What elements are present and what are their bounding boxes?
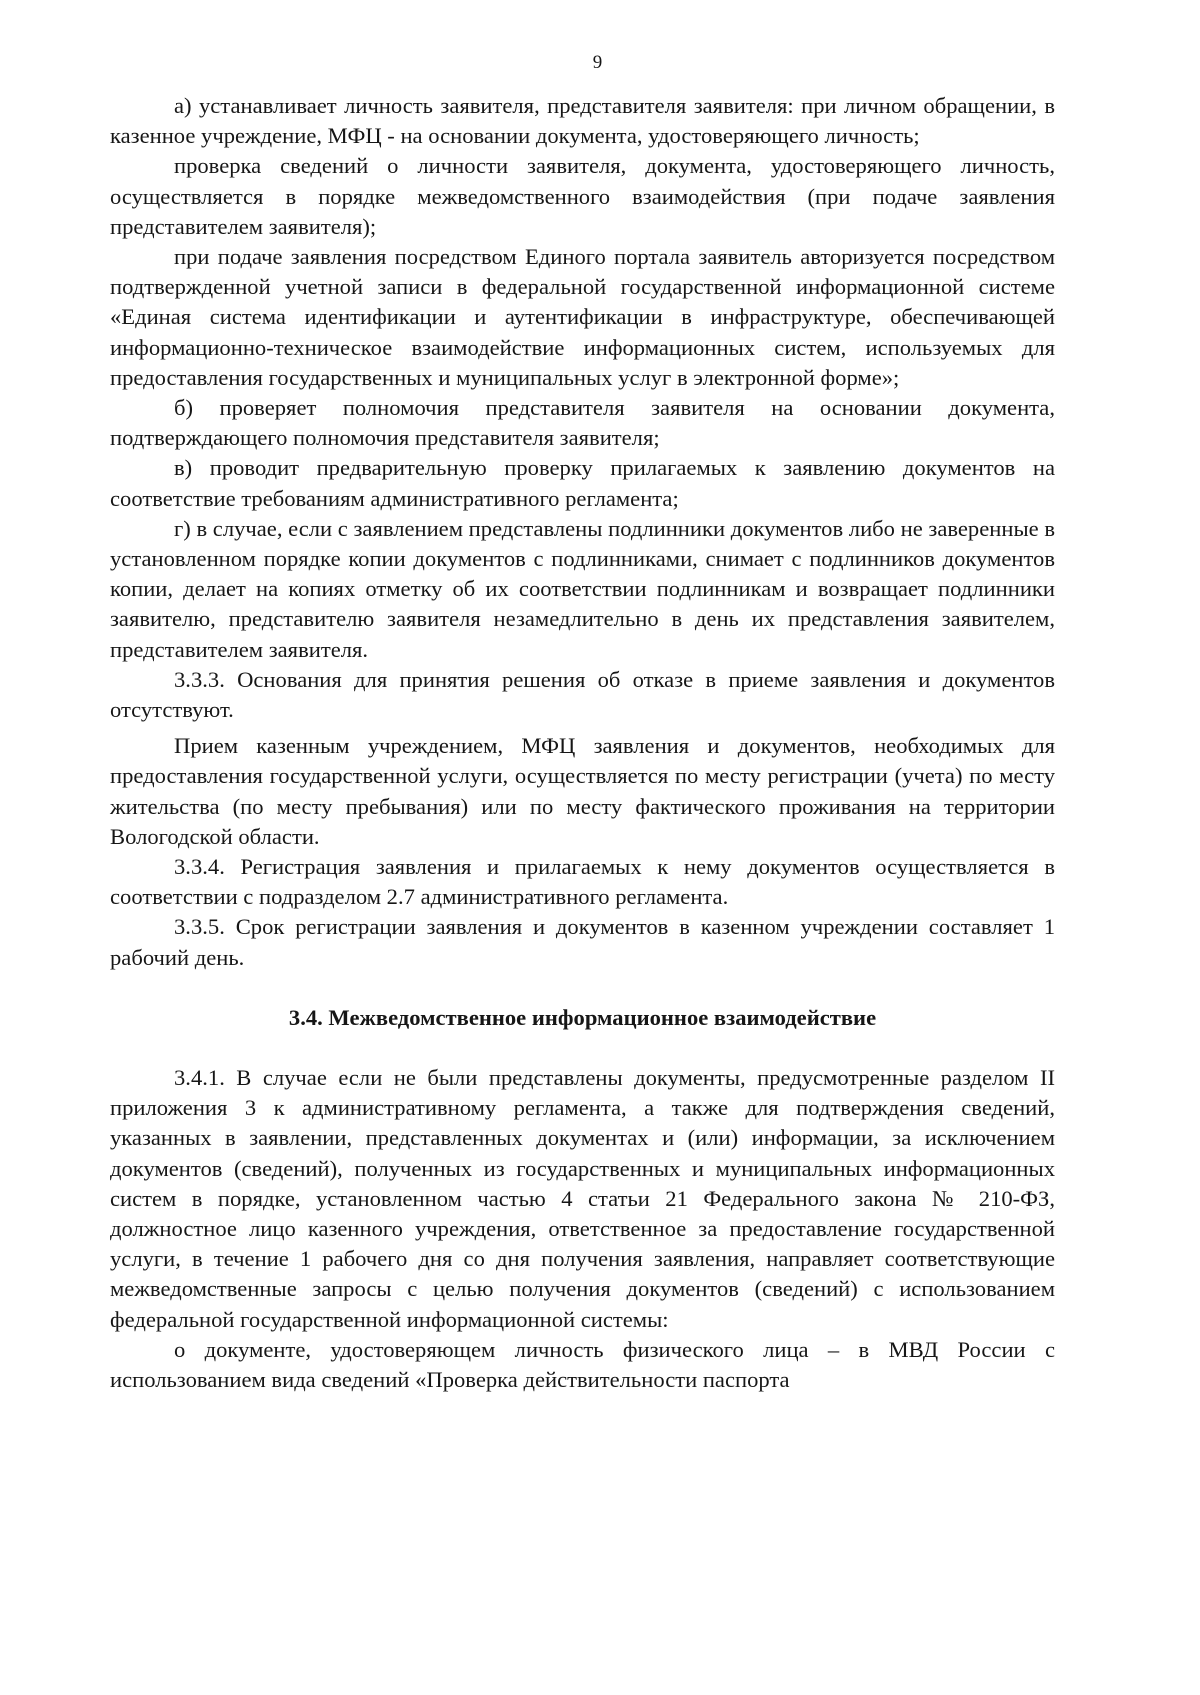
paragraph-identity-verification: проверка сведений о личности заявителя, документа, удостоверяющего личность, осуществляется в порядке межведомственного взаимодействия (при подаче заявления представителем заявителя); <box>110 153 1055 239</box>
text-block-after-heading <box>110 1063 1055 1395</box>
paragraph-authority-check: б) проверяет полномочия представителя заявителя на основании документа, подтверждающего полномочия представителя заявителя; <box>110 395 1055 451</box>
paragraph-3-3-4: 3.3.4. Регистрация заявления и прилагаемых к нему документов осуществляется в соответствии с подразделом 2.7 административного регламента. <box>110 854 1055 910</box>
page-number: 9 <box>592 52 603 73</box>
paragraph-preliminary-check: в) проводит предварительную проверку прилагаемых к заявлению документов на соответствие требованиям административного регламента; <box>110 455 1055 511</box>
text-block-before-heading <box>110 91 1055 973</box>
paragraph-originals-copies: г) в случае, если с заявлением представлены подлинники документов либо не заверенные в установленном порядке копии документов с подлинниками, снимает с подлинников документов копии, делает на копиях отметку об их соответствии подлинникам и возвращает подлинники заявителю, представителю заявителя незамедлительно в день их представления заявителем, представителем заявителя. <box>110 515 1055 662</box>
paragraph-identity-check: а) устанавливает личность заявителя, представителя заявителя: при личном обращении, в казенное учреждение, МФЦ - на основании документа, удостоверяющего личность; <box>110 93 1055 149</box>
paragraph-portal-authorization: при подаче заявления посредством Единого портала заявитель авторизуется посредством подтвержденной учетной записи в федеральной государственной информационной системе «Единая система идентификации и аутентификации в инфраструктуре, обеспечивающей информационно-техническое взаимодействие информационных систем, используемых для предоставления государственных и муниципальных услуг в электронной форме»; <box>110 244 1055 390</box>
paragraph-identity-document-request: о документе, удостоверяющем личность физического лица – в МВД России с использованием вида сведений «Проверка действительности паспорта <box>110 1336 1055 1392</box>
section-heading: 3.4. Межведомственное информационное взаимодействие <box>288 1004 877 1030</box>
paragraph-3-4-1: 3.4.1. В случае если не были представлены документы, предусмотренные разделом II приложения 3 к административному регламента, а также для подтверждения сведений, указанных в заявлении, представленных документах и (или) информации, за исключением документов (сведений), полученных из государственных и муниципальных информационных систем в порядке, установленном частью 4 статьи 21 Федерального закона № 210-ФЗ, должностное лицо казенного учреждения, ответственное за предоставление государственной услуги, в течение 1 рабочего дня со дня получения заявления, направляет соответствующие межведомственные запросы с целью получения документов (сведений) с использованием федеральной государственной информационной системы: <box>110 1064 1055 1332</box>
paragraph-3-3-5: 3.3.5. Срок регистрации заявления и документов в казенном учреждении составляет 1 рабочий день. <box>110 914 1055 970</box>
paragraph-reception-place: Прием казенным учреждением, МФЦ заявления и документов, необходимых для предоставления государственной услуги, осуществляется по месту регистрации (учета) по месту жительства (по месту пребывания) или по месту фактического проживания на территории Вологодской области. <box>110 733 1055 849</box>
paragraph-3-3-3: 3.3.3. Основания для принятия решения об отказе в приеме заявления и документов отсутствуют. <box>110 666 1055 723</box>
